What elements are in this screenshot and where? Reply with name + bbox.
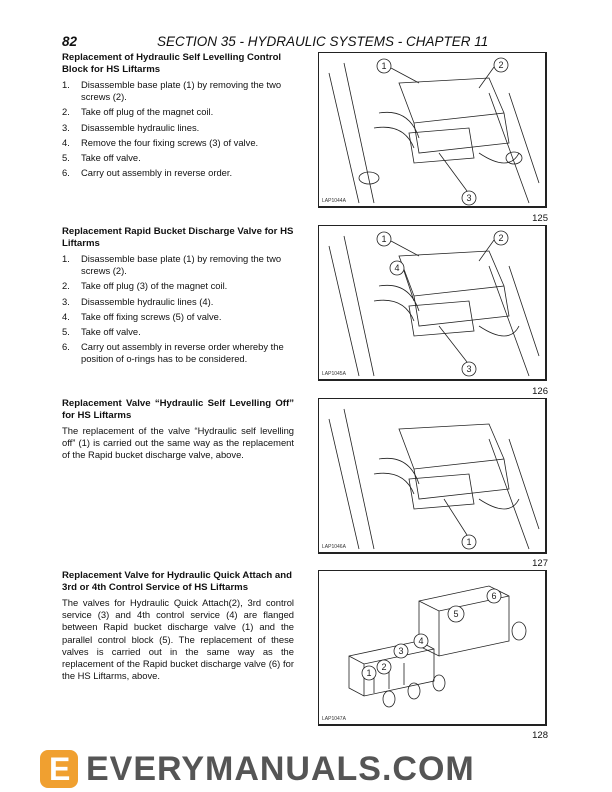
callout-2: 2: [381, 662, 387, 672]
section-title: SECTION 35 - HYDRAULIC SYSTEMS - CHAPTER 11: [157, 34, 489, 49]
figure-code: LAP1047A: [322, 716, 346, 722]
callout-2: 2: [498, 233, 504, 243]
step: 1. Disassemble base plate (1) by removing the two screws (2).: [62, 79, 282, 103]
callout-3: 3: [466, 364, 472, 374]
valve-illustration: [319, 53, 545, 206]
section-quick-attach: [62, 570, 294, 682]
step: 5. Take off valve.: [62, 326, 141, 338]
figure-code: LAP1044A: [322, 198, 346, 204]
callout-1: 1: [381, 61, 387, 71]
step: 3. Disassemble hydraulic lines.: [62, 121, 200, 133]
figure-128: [318, 570, 547, 726]
callout-5: 5: [453, 609, 459, 619]
watermark-logo: E: [40, 750, 78, 788]
step: 6. Carry out assembly in reverse order whereby the position of o-rings has to be considered.: [62, 341, 284, 365]
figure-code: LAP1046A: [322, 544, 346, 550]
section-heading: Replacement Valve “Hydraulic Self Levelling Off” for HS Liftarms: [62, 398, 294, 421]
callout-6: 6: [491, 591, 497, 601]
page-number: 82: [62, 34, 78, 49]
valve-block-illustration: [319, 571, 545, 724]
callout-3: 3: [466, 193, 472, 203]
figure-126: [318, 225, 547, 381]
callout-1: 1: [366, 668, 372, 678]
valve-illustration: [319, 399, 545, 552]
callout-2: 2: [498, 60, 504, 70]
section-heading: Replacement Valve for Hydraulic Quick Attach and 3rd or 4th Control Service of HS Liftarms: [62, 570, 292, 593]
figure-number: 126: [532, 386, 548, 397]
step: 1. Disassemble base plate (1) by removing the two screws (2).: [62, 253, 282, 277]
figure-125: [318, 52, 547, 208]
step: 2. Take off plug (3) of the magnet coil.: [62, 280, 228, 292]
figure-number: 128: [532, 730, 548, 741]
section-body: The replacement of the valve “Hydraulic self levelling off” (1) is carried out the same way as the replacement of the Rapid bucket discharge valve, above.: [62, 425, 294, 461]
step: 6. Carry out assembly in reverse order.: [62, 167, 233, 179]
figure-code: LAP1045A: [322, 371, 346, 377]
section-rapid-bucket-valve: [62, 226, 294, 369]
section-self-levelling-block: [62, 52, 294, 182]
step: 3. Disassemble hydraulic lines (4).: [62, 295, 214, 307]
valve-illustration: [319, 226, 545, 379]
callout-4: 4: [418, 636, 424, 646]
callout-1: 1: [466, 537, 472, 547]
step: 2. Take off plug of the magnet coil.: [62, 106, 214, 118]
step: 4. Take off fixing screws (5) of valve.: [62, 310, 222, 322]
figure-127: [318, 398, 547, 554]
watermark-row: [40, 748, 475, 790]
callout-4: 4: [394, 263, 400, 273]
section-self-levelling-off: [62, 398, 294, 462]
step: 5. Take off valve.: [62, 152, 141, 164]
watermark: EVERYMANUALS.COM: [86, 750, 475, 788]
section-heading: Replacement Rapid Bucket Discharge Valve for HS Liftarms: [62, 226, 294, 249]
section-body: The valves for Hydraulic Quick Attach(2), 3rd control service (3) and 4th control service (4) are flanged between Rapid bucket discharge valve (1) and the parallel control block (5). The replacement of these valves is carried out in the same way as the replacement of the Rapid bucket discharge valve (6) for the HS Liftarms, above.: [62, 597, 294, 682]
callout-3: 3: [398, 646, 404, 656]
callout-1: 1: [381, 234, 387, 244]
step: 4. Remove the four fixing screws (3) of valve.: [62, 136, 259, 148]
section-heading: Replacement of Hydraulic Self Levelling Control Block for HS Liftarms: [62, 52, 282, 75]
figure-number: 125: [532, 213, 548, 224]
figure-number: 127: [532, 558, 548, 569]
